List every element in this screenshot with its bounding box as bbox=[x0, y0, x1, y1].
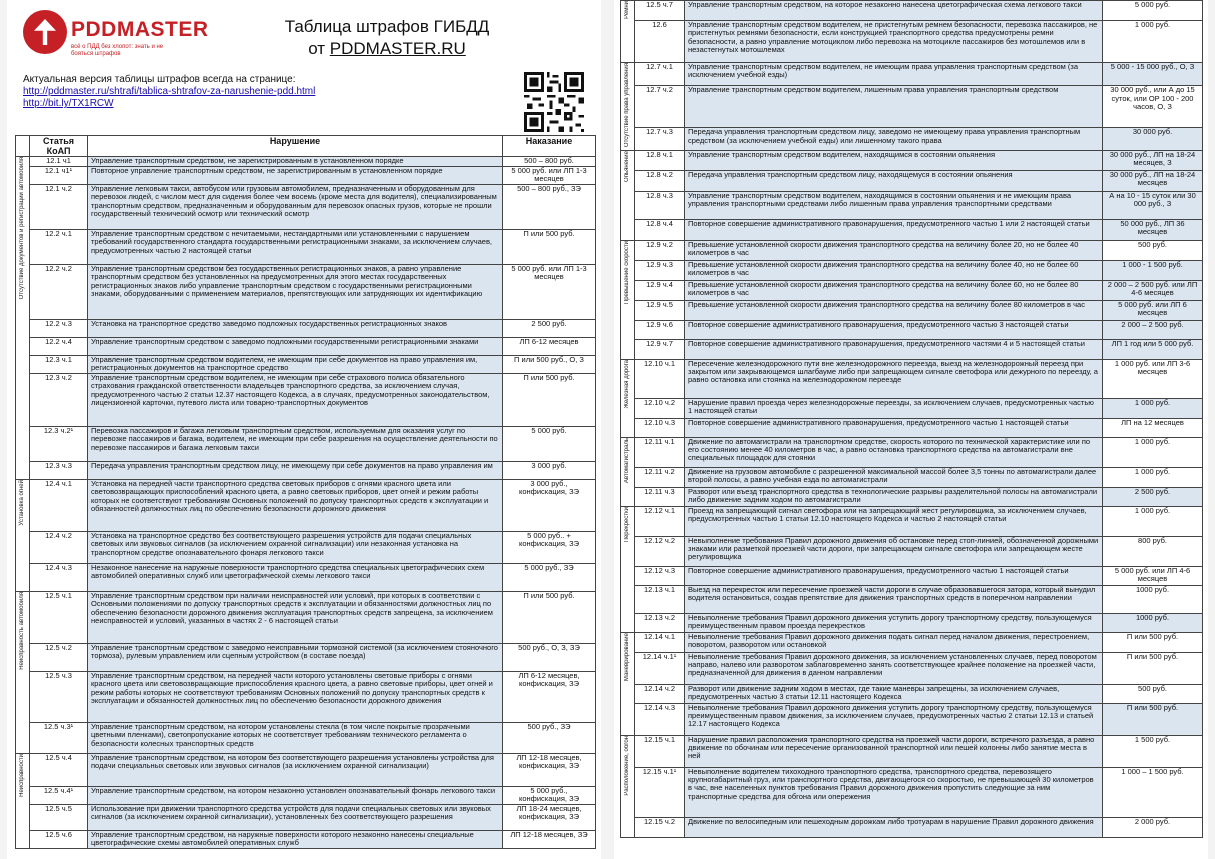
penalty-cell: 5 000 руб. bbox=[1103, 1, 1203, 21]
group-label bbox=[621, 437, 635, 506]
article-cell: 12.5 ч.3¹ bbox=[30, 723, 88, 754]
article-cell: 12.2 ч.1 bbox=[30, 230, 88, 265]
violation-cell: Движение по автомагистрали на транспортном средстве, скорость которого по технической характеристике или по его состоянию менее 40 километров в час, а равно остановка транспортного средства на автомагистрали вне специальных площадок для стоянки bbox=[685, 437, 1103, 467]
violation-cell: Повторное управление транспортным средством, не зарегистрированным в установленном порядке bbox=[88, 167, 503, 185]
penalty-cell: 2 000 – 2 500 руб. или ЛП 4-6 месяцев bbox=[1103, 280, 1203, 300]
penalty-cell: 500 руб., ЗЭ bbox=[503, 723, 596, 754]
penalty-cell: 5 000 руб.. + конфискация, ЗЭ bbox=[503, 532, 596, 564]
violation-cell: Управление легковым такси, автобусом или грузовым автомобилем, предназначенным и оборудованным для перевозок людей, с числом мест для сидения более чем восемь (кроме места для водителя), специализированным транспортным средством, предназначенным и оборудованным для перевозок опасных грузов, которые не прошли государственный технический осмотр или технический осмотр bbox=[88, 185, 503, 230]
violation-cell: Управление транспортным средством водителем, не имеющим при себе документов на право управления им, регистрационных документов на транспортное средство bbox=[88, 356, 503, 374]
article-cell: 12.5 ч.3 bbox=[30, 672, 88, 723]
fine-row bbox=[621, 128, 1203, 150]
penalty-cell: 1 000 руб. bbox=[1103, 506, 1203, 536]
violation-cell: Пересечение железнодорожного пути вне железнодорожного переезда, выезд на железнодорожный переезд при закрытом или закрывающемся шлагбауме либо при запрещающем сигнале светофора или дежурного по переезду, а равно остановка или стоянка на железнодорожном переезде bbox=[685, 359, 1103, 398]
violation-cell: Управление транспортным средством водителем, не имеющим при себе страхового полиса обязательного страхования гражданской ответственности владельцев транспортного средства, за исключением случая, предусмотренного частью 2 статьи 12.37 настоящего Кодекса, а в случаях, предусмотренных законодательством, лицензионной карточки, путевого листа или товарно-транспортных документов bbox=[88, 374, 503, 427]
article-cell: 12.5 ч.6 bbox=[30, 831, 88, 849]
article-cell: 12.10 ч.1 bbox=[635, 359, 685, 398]
group-label-text: Ремни bbox=[624, 1, 630, 19]
article-cell: 12.8 ч.2 bbox=[635, 170, 685, 191]
short-link[interactable]: http://bit.ly/TX1RCW bbox=[23, 98, 114, 109]
violation-cell: Управление транспортным средством, не зарегистрированным в установленном порядке bbox=[88, 157, 503, 167]
article-cell: 12.3 ч.2 bbox=[30, 374, 88, 427]
fine-row bbox=[16, 185, 596, 230]
penalty-cell: 2 500 руб. bbox=[503, 320, 596, 338]
violation-cell: Разворот или въезд транспортного средства в технологические разрывы разделительной полосы на автомагистрали либо движение задним ходом по автомагистрали bbox=[685, 487, 1103, 506]
penalty-cell: 1 000 руб. или ЛП 3-6 месяцев bbox=[1103, 359, 1203, 398]
page-title bbox=[272, 16, 502, 60]
fine-row bbox=[16, 374, 596, 427]
article-cell: 12.9 ч.4 bbox=[635, 280, 685, 300]
article-cell: 12.5 ч.5 bbox=[30, 805, 88, 831]
penalty-cell: 1000 руб. bbox=[1103, 585, 1203, 613]
fine-row bbox=[16, 265, 596, 320]
fine-row bbox=[621, 240, 1203, 260]
penalty-cell: 30 000 руб. bbox=[1103, 128, 1203, 150]
group-label bbox=[621, 632, 635, 735]
fine-row bbox=[621, 300, 1203, 320]
fine-row bbox=[621, 566, 1203, 585]
fine-row bbox=[16, 754, 596, 787]
article-cell: 12.13 ч.2 bbox=[635, 613, 685, 632]
penalty-cell: 30 000 руб., ЛП на 18-24 месяцев bbox=[1103, 170, 1203, 191]
violation-cell: Установка на передней части транспортного средства световых приборов с огнями красного цвета или световозвращающих приспособлений красного цвета, а равно световых приборов, цвет огней и режим работы которых не соответствуют требованиям Основных положений по допуску транспортных средств к эксплуатации и обязанностей должностных лиц по обеспечению безопасности дорожного движения bbox=[88, 480, 503, 532]
fine-row bbox=[621, 86, 1203, 128]
penalty-cell: 5 000 руб., ЗЭ bbox=[503, 564, 596, 592]
article-cell: 12.8 ч.1 bbox=[635, 150, 685, 170]
penalty-cell: 30 000 руб., или А до 15 суток, или ОР 100 - 200 часов, О, З bbox=[1103, 86, 1203, 128]
group-label bbox=[16, 592, 30, 754]
penalty-cell: 500 руб., О, З, ЗЭ bbox=[503, 644, 596, 672]
logo-text: PDDMASTER bbox=[71, 18, 209, 41]
group-label-text: Установка огней bbox=[19, 480, 25, 526]
penalty-cell: П или 500 руб., О, З bbox=[503, 356, 596, 374]
violation-cell: Передача управления транспортным средством лицу, заведомо не имеющему права управления транспортным средством (за исключением учебной езды) или лишенному такого права bbox=[685, 128, 1103, 150]
group-label-text: Железная дорога bbox=[624, 359, 630, 409]
violation-cell: Управление транспортным средством, на котором установлены стекла (в том числе покрытые прозрачными цветными пленками), светопропускание которых не соответствует требованиям технического регламента о безопасности колесных транспортных средств bbox=[88, 723, 503, 754]
violation-cell: Управление транспортным средством водителем, находящимся в состоянии опьянения и не имеющим права управления транспортными средствами либо лишенным права управления транспортными средствами bbox=[685, 191, 1103, 219]
fine-row bbox=[16, 480, 596, 532]
article-cell: 12.5 ч.7 bbox=[635, 1, 685, 21]
fine-row bbox=[16, 787, 596, 805]
fine-row bbox=[621, 437, 1203, 467]
violation-cell: Разворот или движение задним ходом в местах, где такие маневры запрещены, за исключением случаев, предусмотренных частью 3 статьи 12.11 настоящего Кодекса bbox=[685, 684, 1103, 703]
violation-cell: Установка на транспортное средство без соответствующего разрешения устройств для подачи специальных световых или звуковых сигналов (за исключением охранной сигнализации) или незаконная установка на транспортном средстве опознавательного фонаря легкового такси bbox=[88, 532, 503, 564]
fine-row bbox=[621, 280, 1203, 300]
intro-text: Актуальная версия таблицы штрафов всегда на странице: bbox=[23, 74, 296, 85]
penalty-cell: ЛП 6-12 месяцев, конфискация, ЗЭ bbox=[503, 672, 596, 723]
left-page bbox=[7, 0, 601, 859]
fine-row bbox=[621, 506, 1203, 536]
article-cell: 12.13 ч.1 bbox=[635, 585, 685, 613]
fine-row bbox=[16, 338, 596, 356]
penalty-cell: П или 500 руб. bbox=[503, 592, 596, 644]
violation-cell: Проезд на запрещающий сигнал светофора или на запрещающий жест регулировщика, за исключением случаев, предусмотренных частью 1 статьи 12.10 настоящего Кодекса и частью 2 настоящей статьи bbox=[685, 506, 1103, 536]
article-cell: 12.9 ч.7 bbox=[635, 339, 685, 359]
violation-cell: Управление транспортным средством водителем, не пристегнутым ремнем безопасности, перевозка пассажиров, не пристегнутых ремнями безопасности, если конструкцией транспортного средства предусмотрены ремни безопасности, а равно управление мотоциклом либо перевозка на мотоцикле пассажиров без мотошлемов или в незастегнутых мотошлемах bbox=[685, 21, 1103, 63]
fine-row bbox=[16, 462, 596, 480]
article-cell: 12.11 ч.3 bbox=[635, 487, 685, 506]
article-cell: 12.14 ч.2 bbox=[635, 684, 685, 703]
fine-row bbox=[16, 167, 596, 185]
penalty-cell: 5 000 руб., конфискация, ЗЭ bbox=[503, 787, 596, 805]
violation-cell: Управление транспортным средством с заведомо подложными государственными регистрационными знаками bbox=[88, 338, 503, 356]
article-cell: 12.9 ч.5 bbox=[635, 300, 685, 320]
title-site-link[interactable]: PDDMASTER.RU bbox=[329, 39, 466, 58]
group-label bbox=[621, 150, 635, 240]
fine-row bbox=[621, 21, 1203, 63]
article-cell: 12.12 ч.3 bbox=[635, 566, 685, 585]
penalty-cell: 1 000 руб. bbox=[1103, 437, 1203, 467]
fine-row bbox=[621, 359, 1203, 398]
penalty-cell: 50 000 руб., ЛП 36 месяцев bbox=[1103, 219, 1203, 240]
penalty-cell: П или 500 руб. bbox=[1103, 652, 1203, 684]
violation-cell: Управление транспортным средством с заведомо неисправными тормозной системой (за исключением стояночного тормоза), рулевым управлением или сцепным устройством (в составе поезда) bbox=[88, 644, 503, 672]
fine-row bbox=[621, 170, 1203, 191]
fine-row bbox=[621, 585, 1203, 613]
violation-cell: Управление транспортным средством, на котором без соответствующего разрешения установлены устройства для подачи специальных световых или звуковых сигналов (за исключением охранной сигнализации) bbox=[88, 754, 503, 787]
penalty-cell: 5 000 руб. или ЛП 1-3 месяцев bbox=[503, 265, 596, 320]
fine-row bbox=[16, 592, 596, 644]
title-prefix: от bbox=[308, 39, 330, 58]
violation-cell: Управление транспортным средством без государственных регистрационных знаков, а равно управление транспортным средством без установленных на предусмотренных для этого местах государственных регистрационных знаков либо управление транспортным средством с государственными регистрационными знаками, оборудованными с применением материалов, препятствующих или затрудняющих их идентификацию bbox=[88, 265, 503, 320]
violation-cell: Управление транспортным средством водителем, находящимся в состоянии опьянения bbox=[685, 150, 1103, 170]
penalty-cell: П или 500 руб. bbox=[1103, 632, 1203, 652]
article-cell: 12.7 ч.1 bbox=[635, 63, 685, 86]
article-cell: 12.2 ч.3 bbox=[30, 320, 88, 338]
group-label bbox=[621, 240, 635, 359]
penalty-cell: 1 000 руб. bbox=[1103, 398, 1203, 418]
article-cell: 12.5 ч.4¹ bbox=[30, 787, 88, 805]
fine-row bbox=[621, 487, 1203, 506]
article-cell: 12.14 ч.1¹ bbox=[635, 652, 685, 684]
penalty-cell: 1 000 – 1 500 руб. bbox=[1103, 767, 1203, 817]
fines-table-left bbox=[15, 135, 596, 849]
fine-row bbox=[16, 564, 596, 592]
violation-cell: Нарушение правил расположения транспортного средства на проезжей части дороги, встречного разъезда, а равно движение по обочинам или пересечение организованной транспортной или пешей колонны либо занятие места в ней bbox=[685, 735, 1103, 767]
fine-row bbox=[621, 1, 1203, 21]
fine-row bbox=[621, 613, 1203, 632]
fine-row bbox=[621, 817, 1203, 837]
fine-row bbox=[621, 767, 1203, 817]
fine-row bbox=[16, 157, 596, 167]
intro-block bbox=[23, 74, 463, 110]
penalty-cell: П или 500 руб. bbox=[503, 374, 596, 427]
fine-row bbox=[621, 63, 1203, 86]
fine-row bbox=[16, 672, 596, 723]
article-cell: 12.8 ч.4 bbox=[635, 219, 685, 240]
penalty-cell: 800 руб. bbox=[1103, 536, 1203, 566]
group-label-text: Неисправность автомобиля bbox=[19, 592, 25, 670]
group-label bbox=[621, 735, 635, 837]
penalty-cell: 2 500 руб. bbox=[1103, 487, 1203, 506]
article-cell: 12.14 ч.1 bbox=[635, 632, 685, 652]
violation-cell: Невыполнение требования Правил дорожного движения уступить дорогу транспортному средству, пользующемуся преимущественным правом движения, за исключением случаев, предусмотренных частью 2 статьи 12.13 и статьей 12.17 настоящего Кодекса bbox=[685, 703, 1103, 735]
group-label-text: Перекрестки bbox=[624, 506, 630, 542]
fine-row bbox=[621, 219, 1203, 240]
group-label bbox=[16, 480, 30, 592]
article-cell: 12.5 ч.4 bbox=[30, 754, 88, 787]
group-label-text: Расположение, обгон bbox=[624, 735, 630, 796]
penalty-cell: 500 – 800 руб., ЗЭ bbox=[503, 185, 596, 230]
article-cell: 12.12 ч.1 bbox=[635, 506, 685, 536]
penalty-cell: ЛП 6-12 месяцев bbox=[503, 338, 596, 356]
violation-cell: Управление транспортным средством, на передней части которого установлены световые приборы с огнями красного цвета или световозвращающие приспособления красного цвета, а равно световые приборы, цвет огней и режим работы которых не соответствуют требованиям Основных положений по допуску транспортных средств к эксплуатации и обязанностей должностных лиц по обеспечению безопасности дорожного движения bbox=[88, 672, 503, 723]
penalty-cell: 5 000 руб. или ЛП 4-6 месяцев bbox=[1103, 566, 1203, 585]
violation-cell: Управление транспортным средством с нечитаемыми, нестандартными или установленными с нарушением требований государственного стандарта государственными регистрационными знаками, за исключением случаев, предусмотренных частью 2 настоящей статьи bbox=[88, 230, 503, 265]
fine-row bbox=[621, 536, 1203, 566]
fine-row bbox=[621, 191, 1203, 219]
logo-tagline: всё о ПДД без хлопот: знать и не бояться штрафов bbox=[71, 44, 164, 57]
right-page bbox=[614, 0, 1208, 859]
logo-shield-icon bbox=[23, 10, 67, 54]
article-cell: 12.4 ч.3 bbox=[30, 564, 88, 592]
violation-cell: Превышение установленной скорости движения транспортного средства на величину более 60, но не более 80 километров в час bbox=[685, 280, 1103, 300]
article-cell: 12.15 ч.1 bbox=[635, 735, 685, 767]
penalty-cell: ЛП 12-18 месяцев, ЗЭ bbox=[503, 831, 596, 849]
logo bbox=[23, 10, 209, 60]
fine-row bbox=[16, 831, 596, 849]
fine-row bbox=[621, 684, 1203, 703]
article-cell: 12.11 ч.2 bbox=[635, 467, 685, 487]
fines-table-right bbox=[620, 0, 1203, 838]
violation-cell: Нарушение правил проезда через железнодорожные переезды, за исключением случаев, предусмотренных частью 1 настоящей статьи bbox=[685, 398, 1103, 418]
article-cell: 12.3 ч.3 bbox=[30, 462, 88, 480]
violation-cell: Превышение установленной скорости движения транспортного средства на величину более 40, но не более 60 километров в час bbox=[685, 260, 1103, 280]
penalty-cell: П или 500 руб. bbox=[1103, 703, 1203, 735]
fine-row bbox=[621, 652, 1203, 684]
violation-cell: Повторное совершение административного правонарушения, предусмотренного частями 4 и 5 настоящей статьи bbox=[685, 339, 1103, 359]
article-cell: 12.3 ч.1 bbox=[30, 356, 88, 374]
group-label bbox=[621, 63, 635, 151]
penalty-cell: 1 000 руб. bbox=[1103, 467, 1203, 487]
penalty-cell: 5 000 руб. или ЛП 1-3 месяцев bbox=[503, 167, 596, 185]
article-header: Статья КоАП bbox=[30, 136, 88, 157]
violation-cell: Невыполнение требования Правил дорожного движения об остановке перед стоп-линией, обозначенной дорожными знаками или разметкой проезжей части дороги, при запрещающем сигнале светофора или запрещающем жесте регулировщика bbox=[685, 536, 1103, 566]
violation-cell: Управление транспортным средством, на котором незаконно установлен опознавательный фонарь легкового такси bbox=[88, 787, 503, 805]
violation-cell: Управление транспортным средством водителем, не имеющим права управления транспортным средством (за исключением учебной езды) bbox=[685, 63, 1103, 86]
group-label-text: Автомагистраль bbox=[624, 437, 630, 483]
violation-cell: Невыполнение требования Правил дорожного движения уступить дорогу транспортному средству, пользующемуся преимущественным правом проезда перекрестков bbox=[685, 613, 1103, 632]
penalty-cell: 500 – 800 руб. bbox=[503, 157, 596, 167]
article-cell: 12.1 ч1¹ bbox=[30, 167, 88, 185]
fine-row bbox=[16, 356, 596, 374]
penalty-cell: А на 10 - 15 суток или 30 000 руб., З bbox=[1103, 191, 1203, 219]
penalty-cell: П или 500 руб. bbox=[503, 230, 596, 265]
group-label bbox=[16, 157, 30, 480]
violation-cell: Установка на транспортное средство заведомо подложных государственных регистрационных знаков bbox=[88, 320, 503, 338]
fine-row bbox=[621, 260, 1203, 280]
fine-row bbox=[621, 150, 1203, 170]
article-cell: 12.12 ч.2 bbox=[635, 536, 685, 566]
violation-cell: Передача управления транспортным средством лицу, находящемуся в состоянии опьянения bbox=[685, 170, 1103, 191]
fine-row bbox=[16, 805, 596, 831]
violation-cell: Управление транспортным средством, на которое незаконно нанесена цветографическая схема легкового такси bbox=[685, 1, 1103, 21]
group-label bbox=[621, 359, 635, 437]
group-label-text: Неисправности bbox=[19, 754, 25, 797]
violation-cell: Невыполнение требования Правил дорожного движения подать сигнал перед началом движения, перестроением, поворотом, разворотом или остановкой bbox=[685, 632, 1103, 652]
fine-row bbox=[621, 339, 1203, 359]
penalty-cell: 1 000 - 1 500 руб. bbox=[1103, 260, 1203, 280]
group-label-text: Отсутствие документов и регистрации автомобиля bbox=[19, 157, 25, 300]
fine-row bbox=[621, 418, 1203, 437]
article-cell: 12.7 ч.3 bbox=[635, 128, 685, 150]
article-cell: 12.7 ч.2 bbox=[635, 86, 685, 128]
group-label-text: Опьянение bbox=[624, 150, 630, 182]
penalty-cell: ЛП 1 год или 5 000 руб. bbox=[1103, 339, 1203, 359]
article-cell: 12.5 ч.1 bbox=[30, 592, 88, 644]
penalty-cell: 1 500 руб. bbox=[1103, 735, 1203, 767]
fine-row bbox=[621, 467, 1203, 487]
article-cell: 12.10 ч.3 bbox=[635, 418, 685, 437]
fine-row bbox=[16, 723, 596, 754]
penalty-cell: 1000 руб. bbox=[1103, 613, 1203, 632]
violation-cell: Выезд на перекресток или пересечение проезжей части дороги в случае образовавшегося затора, который вынудил водителя остановиться, создав препятствие для движения транспортных средств в поперечном направлении bbox=[685, 585, 1103, 613]
article-cell: 12.2 ч.4 bbox=[30, 338, 88, 356]
fine-row bbox=[16, 320, 596, 338]
violation-cell: Превышение установленной скорости движения транспортного средства на величину более 80 километров в час bbox=[685, 300, 1103, 320]
violation-cell: Управление транспортным средством при наличии неисправностей или условий, при которых в соответствии с Основными положениями по допуску транспортных средств к эксплуатации и обязанностями должностных лиц по обеспечению безопасности дорожного движения эксплуатация транспортных средств запрещена, за исключением неисправностей и условий, указанных в частях 2 - 6 настоящей статьи bbox=[88, 592, 503, 644]
penalty-cell: 1 000 руб. bbox=[1103, 21, 1203, 63]
fine-row bbox=[621, 632, 1203, 652]
fine-row bbox=[621, 703, 1203, 735]
violation-cell: Повторное совершение административного правонарушения, предусмотренного частью 1 или 2 настоящей статьи bbox=[685, 219, 1103, 240]
article-cell: 12.15 ч.2 bbox=[635, 817, 685, 837]
violation-cell: Невыполнение водителем тихоходного транспортного средства, транспортного средства, перевозящего крупногабаритный груз, или транспортного средства, двигающегося со скоростью, не превышающей 30 километров в час, вне населенных пунктов требования Правил дорожного движения пропустить следующие за ним транспортные средства для обгона или опережения bbox=[685, 767, 1103, 817]
violation-header: Нарушение bbox=[88, 136, 503, 157]
violation-cell: Использование при движении транспортного средства устройств для подачи специальных световых или звуковых сигналов (за исключением охранной сигнализации), установленных без соответствующего разрешения bbox=[88, 805, 503, 831]
violation-cell: Превышение установленной скорости движения транспортного средства на величину более 20, но не более 40 километров в час bbox=[685, 240, 1103, 260]
penalty-header: Наказание bbox=[503, 136, 596, 157]
article-cell: 12.4 ч.1 bbox=[30, 480, 88, 532]
violation-cell: Управление транспортным средством водителем, лишенным права управления транспортным средством bbox=[685, 86, 1103, 128]
article-cell: 12.1 ч1 bbox=[30, 157, 88, 167]
article-cell: 12.4 ч.2 bbox=[30, 532, 88, 564]
article-cell: 12.9 ч.3 bbox=[635, 260, 685, 280]
fine-row bbox=[621, 398, 1203, 418]
article-cell: 12.9 ч.6 bbox=[635, 320, 685, 339]
violation-cell: Повторное совершение административного правонарушения, предусмотренного частью 1 настоящей статьи bbox=[685, 566, 1103, 585]
penalty-cell: 3 000 руб., конфискация, ЗЭ bbox=[503, 480, 596, 532]
violation-cell: Незаконное нанесение на наружные поверхности транспортного средства специальных цветографических схем автомобилей оперативных служб или цветографической схемы легкового такси bbox=[88, 564, 503, 592]
penalty-cell: 5 000 руб. или ЛП 6 месяцев bbox=[1103, 300, 1203, 320]
article-cell: 12.15 ч.1¹ bbox=[635, 767, 685, 817]
penalty-cell: 500 руб. bbox=[1103, 240, 1203, 260]
violation-cell: Невыполнение требования Правил дорожного движения, за исключением установленных случаев, перед поворотом направо, налево или разворотом заблаговременно занять соответствующее крайнее положение на проезжей части, предназначенной для движения в данном направлении bbox=[685, 652, 1103, 684]
fine-row bbox=[16, 230, 596, 265]
article-cell: 12.9 ч.2 bbox=[635, 240, 685, 260]
fine-row bbox=[621, 320, 1203, 339]
penalty-cell: ЛП на 12 месяцев bbox=[1103, 418, 1203, 437]
article-cell: 12.1 ч.2 bbox=[30, 185, 88, 230]
group-label bbox=[16, 754, 30, 849]
violation-cell: Повторное совершение административного правонарушения, предусмотренного частью 1 настоящей статьи bbox=[685, 418, 1103, 437]
fine-row bbox=[16, 532, 596, 564]
table-link[interactable]: http://pddmaster.ru/shtrafi/tablica-shtrafov-za-narushenie-pdd.html bbox=[23, 86, 316, 97]
violation-cell: Перевозка пассажиров и багажа легковым транспортным средством, используемым для оказания услуг по перевозке пассажиров и багажа, водителем, не имеющим при себе разрешения на осуществление деятельности по перевозке пассажиров и багажа легковым такси bbox=[88, 427, 503, 462]
penalty-cell: 5 000 - 15 000 руб., О, З bbox=[1103, 63, 1203, 86]
penalty-cell: 5 000 руб. bbox=[503, 427, 596, 462]
penalty-cell: 2 000 – 2 500 руб. bbox=[1103, 320, 1203, 339]
group-label-text: Отсутствие права управления bbox=[624, 63, 630, 148]
penalty-cell: 30 000 руб., ЛП на 18-24 месяцев, З bbox=[1103, 150, 1203, 170]
group-label bbox=[621, 506, 635, 632]
penalty-cell: ЛП 12-18 месяцев, конфискация, ЗЭ bbox=[503, 754, 596, 787]
article-cell: 12.6 bbox=[635, 21, 685, 63]
violation-cell: Движение на грузовом автомобиле с разрешенной максимальной массой более 3,5 тонны по автомагистрали далее второй полосы, а равно учебная езда по автомагистрали bbox=[685, 467, 1103, 487]
violation-cell: Управление транспортным средством, на наружные поверхности которого незаконно нанесены специальные цветографические схемы автомобилей оперативных служб bbox=[88, 831, 503, 849]
group-header bbox=[16, 136, 30, 157]
article-cell: 12.5 ч.2 bbox=[30, 644, 88, 672]
group-label bbox=[621, 1, 635, 63]
article-cell: 12.3 ч.2¹ bbox=[30, 427, 88, 462]
fine-row bbox=[16, 644, 596, 672]
article-cell: 12.14 ч.3 bbox=[635, 703, 685, 735]
penalty-cell: ЛП 18-24 месяцев, конфискация, ЗЭ bbox=[503, 805, 596, 831]
violation-cell: Повторное совершение административного правонарушения, предусмотренного частью 3 настоящей статьи bbox=[685, 320, 1103, 339]
penalty-cell: 500 руб. bbox=[1103, 684, 1203, 703]
article-cell: 12.2 ч.2 bbox=[30, 265, 88, 320]
article-cell: 12.11 ч.1 bbox=[635, 437, 685, 467]
group-label-text: Маневрирование bbox=[624, 632, 630, 681]
group-label-text: Превышение скорости bbox=[624, 240, 630, 304]
violation-cell: Передача управления транспортным средством лицу, не имеющему при себе документов на право управления им bbox=[88, 462, 503, 480]
article-cell: 12.10 ч.2 bbox=[635, 398, 685, 418]
article-cell: 12.8 ч.3 bbox=[635, 191, 685, 219]
fine-row bbox=[621, 735, 1203, 767]
penalty-cell: 2 000 руб. bbox=[1103, 817, 1203, 837]
penalty-cell: 3 000 руб. bbox=[503, 462, 596, 480]
title-line-1: Таблица штрафов ГИБДД bbox=[284, 17, 490, 36]
fine-row bbox=[16, 427, 596, 462]
violation-cell: Движение по велосипедным или пешеходным дорожкам либо тротуарам в нарушение Правил дорожного движения bbox=[685, 817, 1103, 837]
qr-code-icon bbox=[524, 72, 584, 132]
